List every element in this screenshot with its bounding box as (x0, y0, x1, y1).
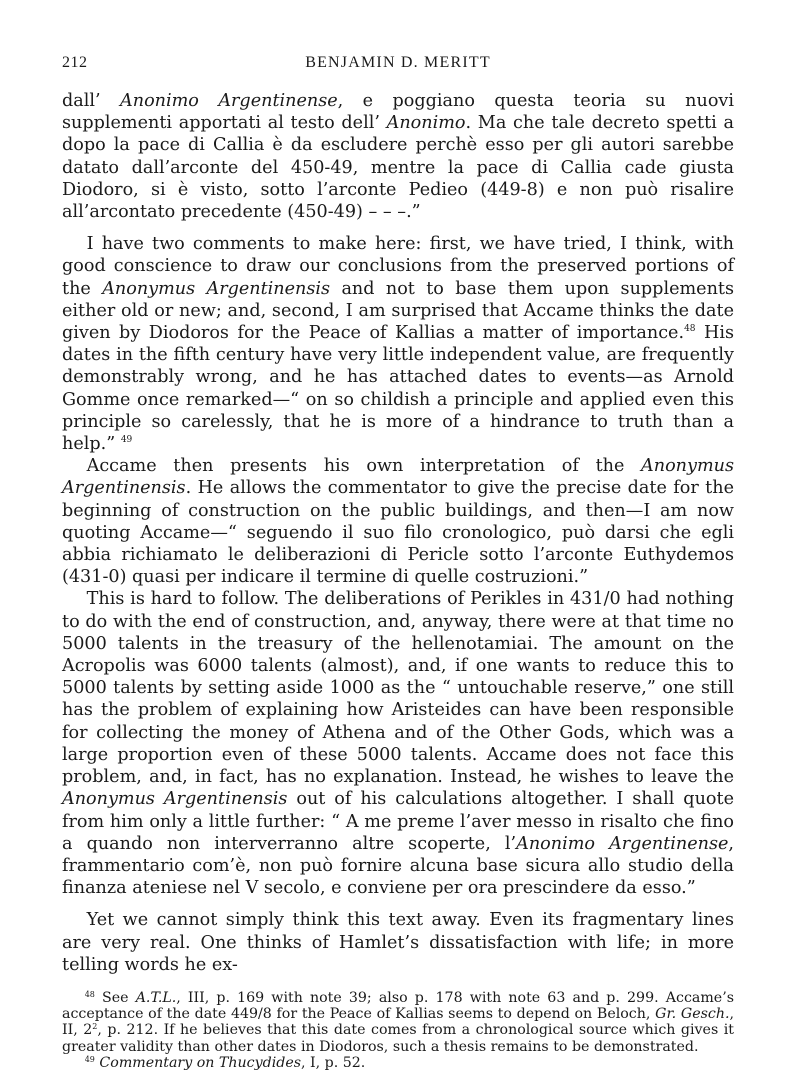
italic-title: Gr. Gesch. (655, 1006, 730, 1023)
footnote-ref-49[interactable]: 49 (120, 435, 133, 446)
text-run: , III, p. 169 with note 39; also p. 178 with note 63 and p. 299. Accame’s acceptance of the date 449/8 for the Peace of Kallias seems to depend on Beloch, (62, 989, 734, 1023)
paragraph-5 (62, 909, 734, 976)
paragraph-4 (62, 588, 734, 899)
italic-title: Anonimo (386, 113, 466, 134)
text-run: His dates in the fifth century have very little independent value, are frequently demonstrably wrong, and he has attached dates to events—as Arnold Gomme once remarked—“ on so childish a principle and applied even this principle so carelessly, that he is more of a hindrance to truth than a help.” (62, 323, 735, 455)
italic-title: Anonimo Argentinense (120, 91, 338, 111)
body-text (62, 90, 734, 976)
page-number: 212 (62, 54, 88, 71)
page (62, 54, 734, 1071)
edition-superscript: 2 (92, 1022, 98, 1032)
paragraph-1 (62, 90, 734, 223)
footnote-number: 48 (84, 989, 95, 999)
text-run: , frammentario com’è, non può fornire alcuna base sicura allo studio della finanza ateniese nel V secolo, e conviene per ora prescindere da esso.” (62, 833, 734, 899)
running-head (62, 54, 734, 78)
text-run: , II, 2 (62, 1006, 734, 1039)
footnote-number: 49 (84, 1054, 95, 1064)
italic-title: Anonymus Argentinensis (62, 456, 734, 499)
italic-title: A.T.L. (135, 989, 177, 1006)
text-run: This is hard to follow. The deliberations of Perikles in 431/0 had nothing to do with the end of construction, and, anyway, there were at that time no 5000 talents in the treasury of the hellenotamiai. The amount on the Acropolis was 6000 talents (almost), and, if one wants to reduce this to 5000 talents by setting aside 1000 as the “ untouchable reserve,” one still has the problem of explaining how Aristeides can have been responsible for collecting the money of Athena and of the Other Gods, which was a large proportion even of these 5000 talents. Accame does not face this problem, and, in fact, has no explanation. Instead, he wishes to leave the (62, 589, 734, 788)
text-run: dall’ (62, 91, 121, 111)
footnotes (62, 990, 734, 1071)
text-run: , p. 212. If he believes that this date comes from a chronological source which gives it greater validity than other dates in Diodoros, such a thesis remains to be demonstrated. (62, 1022, 734, 1055)
text-run: I have two comments to make here: first, we have tried, I think, with good conscience to draw our conclusions from the preserved portions of the (62, 234, 734, 299)
italic-title: Anonymus Argentinensis (102, 278, 331, 299)
text-run: Yet we cannot simply think this text away. Even its fragmentary lines are very real. One thinks of Hamlet’s dissatisfaction with life; in more telling words he ex- (62, 910, 734, 975)
text-run: , I, p. 52. (301, 1054, 366, 1071)
text-run: . He allows the commentator to give the precise date for the beginning of construction on the public buildings, and then—I am now quoting Accame—“ seguendo il suo filo cronologico, può darsi che egli abbia richiamato le deliberazioni di Pericle sotto l’arconte Euthydemos (431-0) quasi per indicare il termine di quelle costruzioni.” (62, 478, 734, 588)
paragraph-2 (62, 233, 734, 455)
footnote-ref-48[interactable]: 48 (684, 324, 696, 335)
italic-title: Commentary on Thucydides (99, 1054, 301, 1071)
text-run: out of his calculations altogether. I shall quote from him only a little further: “ A me preme l’aver messo in risalto che fino a quando non interverranno altre scoperte, l’ (62, 789, 734, 854)
paragraph-3 (62, 455, 734, 588)
italic-title: Anonymus Argentinensis (62, 789, 288, 810)
footnote-48 (62, 990, 734, 1055)
text-run: , e poggiano questa teoria su nuovi supplementi apportati al testo dell’ (62, 91, 734, 134)
running-head-author: BENJAMIN D. MERITT (305, 54, 491, 71)
text-run: See (94, 989, 136, 1006)
text-run: and not to base them upon supplements either old or new; and, second, I am surprised that Accame thinks the date given by Diodoros for the Peace of Kallias a matter of importance. (62, 278, 735, 344)
footnote-49 (62, 1055, 734, 1071)
italic-title: Anonimo Argentinense (516, 833, 729, 854)
text-run: . Ma che tale decreto spetti a dopo la pace di Callia è da escludere perchè esso per gli autori sarebbe datato dall’arconte del 450-49, mentre la pace di Callia cade giusta Diodoro, si è visto, sotto l’arconte Pedieo (449-8) e non può risalire all’arcontato precedente (450-49) – – –.” (62, 113, 734, 223)
text-run: Accame then presents his own interpretation of the (86, 456, 642, 477)
